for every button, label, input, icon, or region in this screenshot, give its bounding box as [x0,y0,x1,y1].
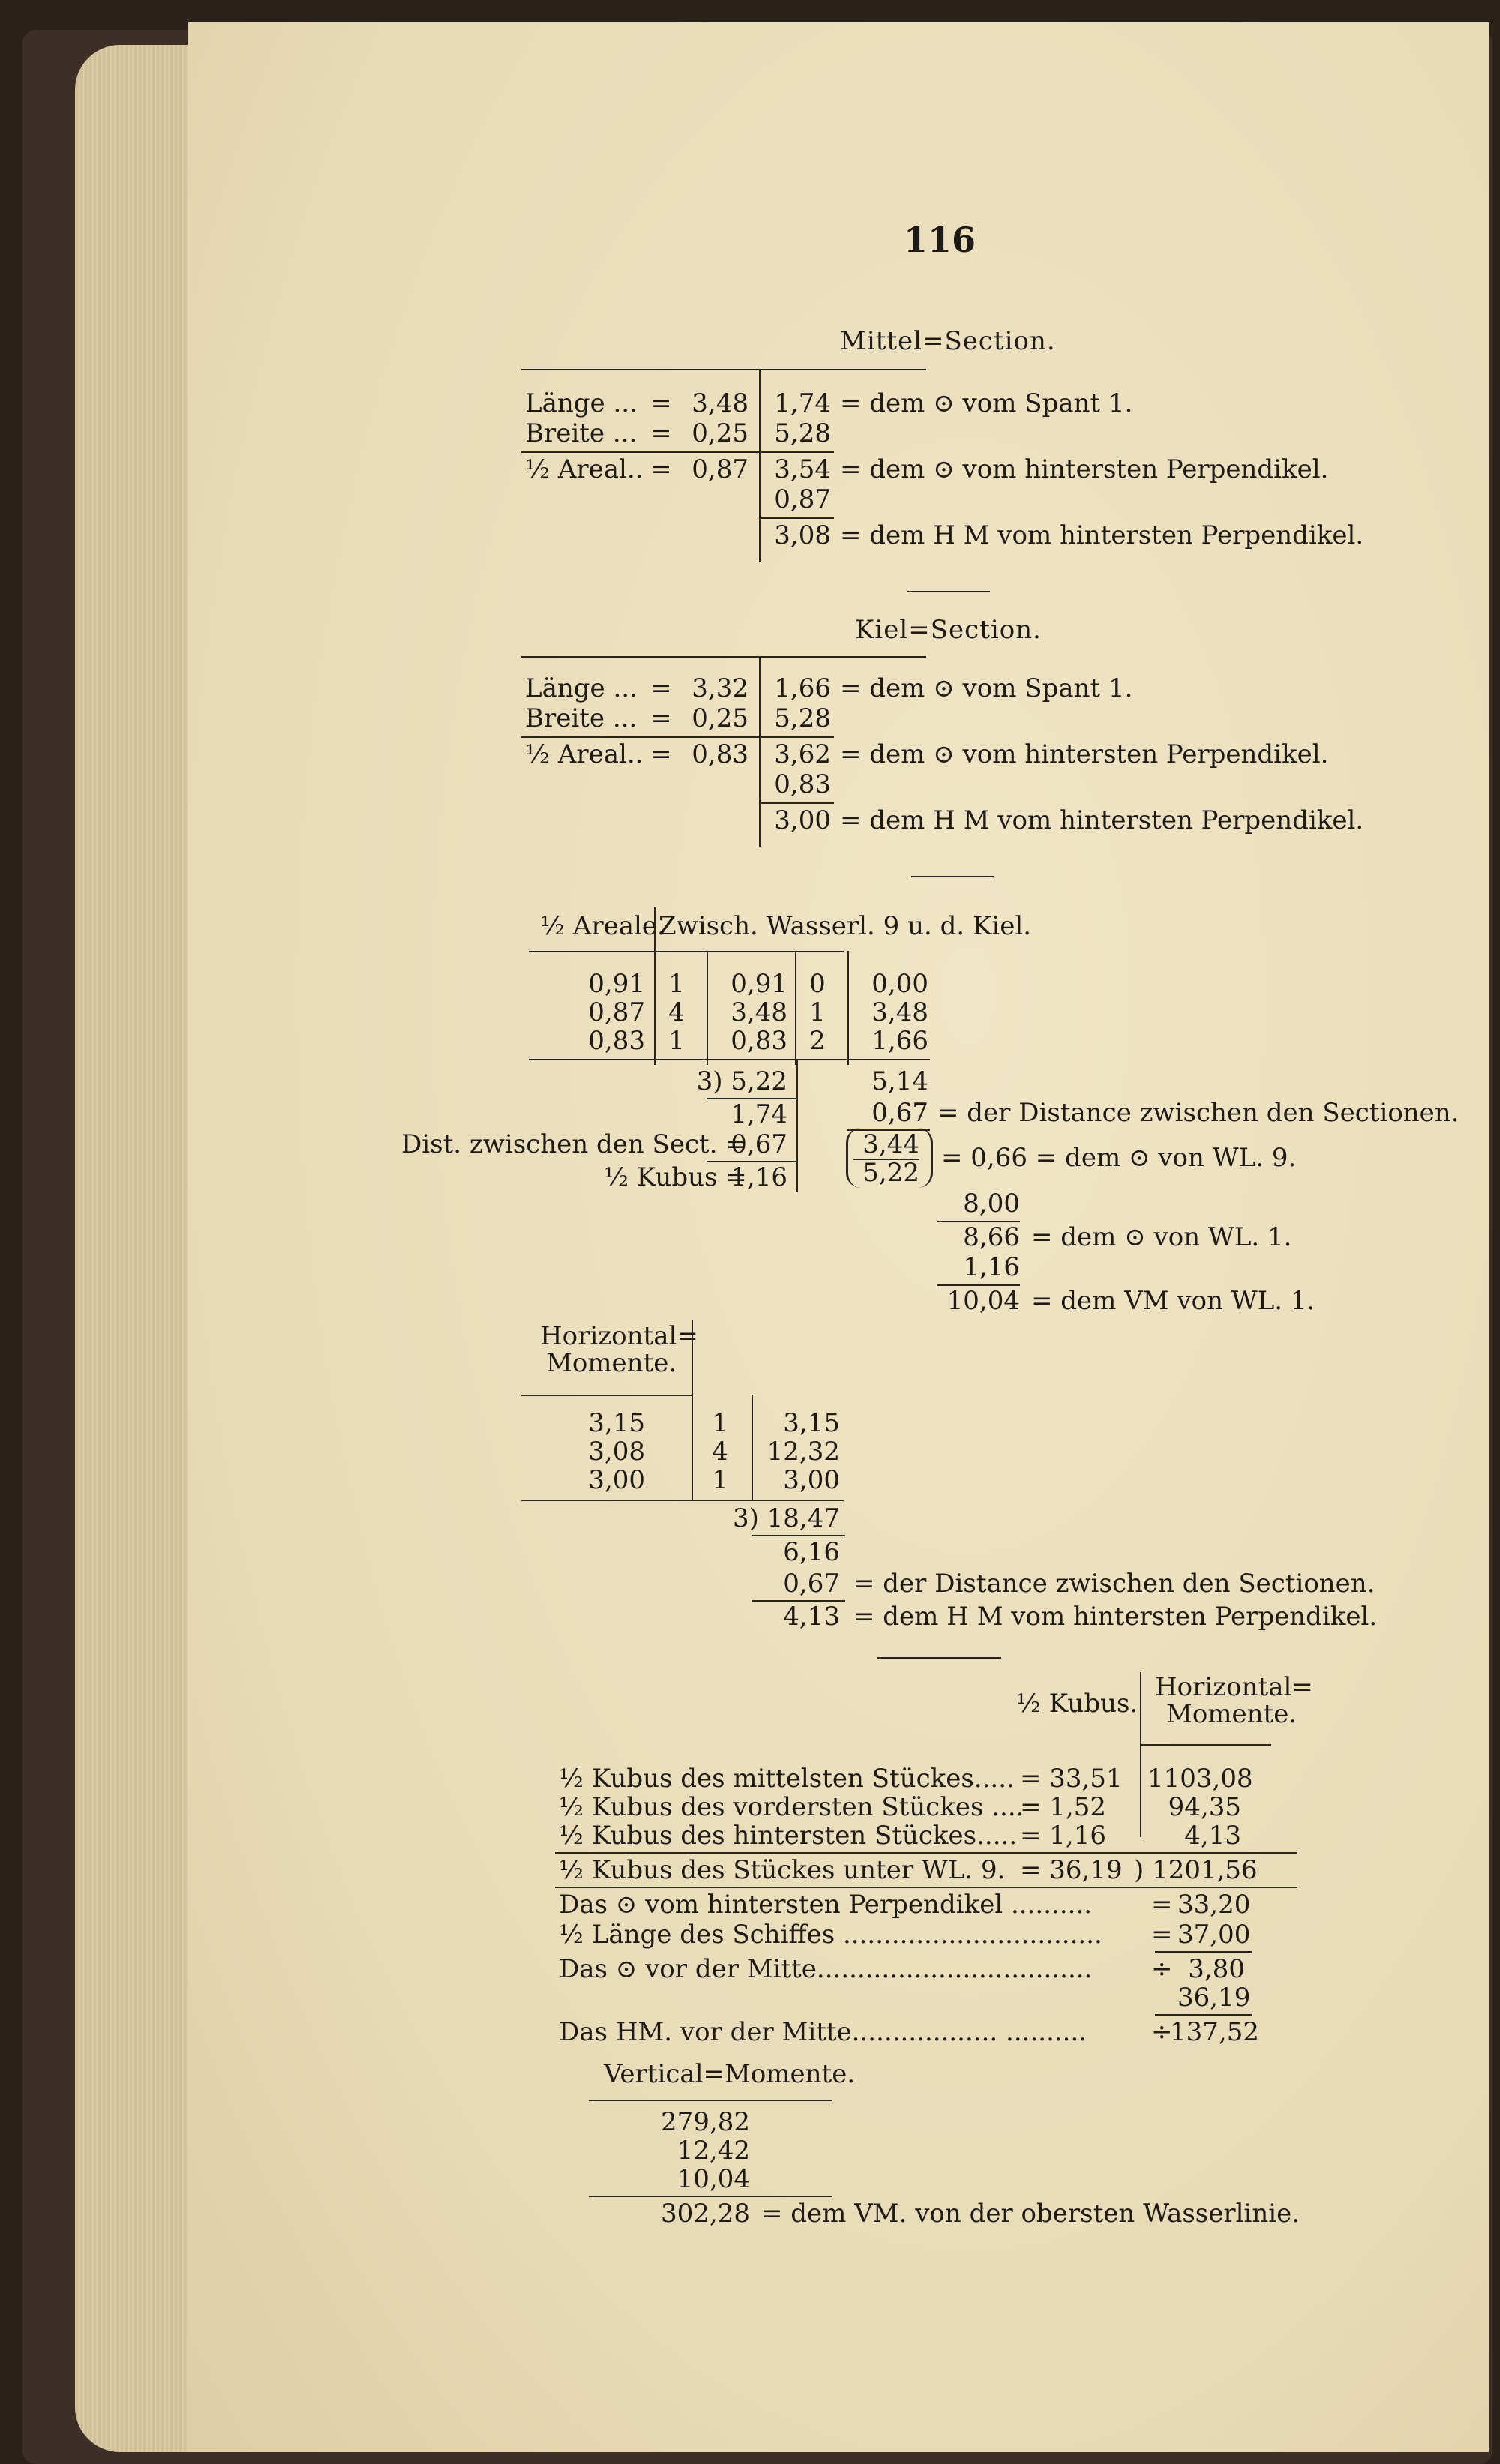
summary-total-rule [555,1852,1298,1854]
areale-cell: 0,83 [588,1026,645,1056]
mittel-right-value: 3,54 [774,454,831,484]
areale-sum: 3) 5,22 [696,1066,788,1096]
vmom-header-rule [589,2100,832,2101]
summary-vline [1140,1672,1142,1837]
kiel-value: 3,32 [692,673,748,703]
areale-cell: 1 [668,969,685,999]
vmom-total-text: = dem VM. von der obersten Wasserlinie. [761,2199,1300,2229]
hmom-cell: 3,15 [588,1408,645,1438]
summary-line-value: 37,00 [1178,1920,1251,1950]
hmom-bottom-rule [521,1500,844,1501]
hmom-header-rule [521,1395,692,1396]
areale-cell: 0,83 [730,1026,788,1056]
vmom-value: 10,04 [676,2164,750,2194]
hmom-cell: 3,00 [588,1465,645,1495]
vmom-value: 12,42 [676,2136,750,2166]
mittel-left-rule [521,451,759,453]
areale-vline [848,951,849,1065]
summary-row-mom: 4,13 [1184,1821,1241,1851]
mittel-label: Breite ... [525,418,638,448]
summary-row-label: ½ Kubus des mittelsten Stückes..... [559,1764,1015,1794]
page-number: 116 [904,220,976,260]
mittel-value: 3,48 [692,388,748,418]
mittel-right-value: 3,08 [774,520,831,550]
areale-cell: 0,91 [588,969,645,999]
kiel-right-value: 1,66 [774,673,831,703]
summary-header-rule [1140,1744,1271,1746]
hmom-result-text: = dem H M vom hintersten Perpendikel. [854,1602,1378,1632]
hmom-sum: 3) 18,47 [732,1503,840,1533]
summary-line-op: = [1151,1920,1173,1950]
section-separator [911,876,994,877]
summary-mom-header: Momente. [1166,1699,1298,1729]
kiel-left-rule [521,736,759,738]
mittel-right-rule [759,517,834,519]
hmom-cell: 12,32 [766,1437,840,1467]
hmom-header: Horizontal= [540,1321,698,1351]
mittel-right-value: 5,28 [774,418,831,448]
areale-third: 1,74 [730,1099,788,1129]
kiel-value: 0,83 [692,739,748,769]
areale-cell: 1,66 [872,1026,928,1056]
hmom-cell: 4 [712,1437,728,1467]
areale-header: ½ Areale. [540,911,665,941]
mittel-label: ½ Areal.. [525,454,644,484]
kiel-right-value: 0,83 [774,769,831,799]
mittel-right-text: = dem ⊙ vom Spant 1. [840,388,1133,418]
kiel-op: = [650,739,672,769]
mittel-right-value: 1,74 [774,388,831,418]
hmom-header: Momente. [546,1348,677,1378]
hmom-cell: 1 [712,1408,728,1438]
v866-text: = dem ⊙ von WL. 1. [1031,1222,1292,1252]
hmom-vline [692,1320,693,1500]
frac-den: 5,22 [862,1158,920,1188]
mittel-right-text: = dem ⊙ vom hintersten Perpendikel. [840,454,1329,484]
mittel-top-rule [521,369,926,370]
areale-vline [654,907,656,1065]
kiel-op: = [650,703,672,733]
summary-hm-label: Das HM. vor der Mitte.................. .......... [559,2017,1088,2047]
mittel-right-text: = dem H M vom hintersten Perpendikel. [840,520,1364,550]
mittel-value: 0,87 [692,454,748,484]
v1004: 10,04 [946,1286,1020,1316]
areale-cell: 0,00 [872,969,928,999]
kiel-op: = [650,673,672,703]
kiel-label: Breite ... [525,703,638,733]
kiel-right-value: 3,62 [774,739,831,769]
summary-mom-header: Horizontal= [1155,1672,1313,1702]
mittel-divider [759,369,760,562]
summary-v3619-rule [1155,2014,1252,2016]
mittel-op: = [650,418,672,448]
hmom-vline [752,1395,753,1500]
kiel-right-text: = dem ⊙ vom hintersten Perpendikel. [840,739,1329,769]
vmom-total: 302,28 [661,2199,750,2229]
summary-total-label: ½ Kubus des Stückes unter WL. 9. [559,1855,1006,1885]
hmom-cell: 3,08 [588,1437,645,1467]
kiel-right-value: 5,28 [774,703,831,733]
areale-cell: 0,87 [588,997,645,1027]
summary-row-label: ½ Kubus des vordersten Stückes .... [559,1792,1024,1822]
v116: 1,16 [963,1252,1020,1282]
areale-bottom-rule [529,1059,855,1060]
summary-line-label: Das ⊙ vor der Mitte.................................. [559,1954,1093,1984]
summary-total-mom: ) 1201,56 [1134,1855,1258,1885]
areale-cell: 3,48 [872,997,928,1027]
mittel-value: 0,25 [692,418,748,448]
book-page [188,22,1489,2452]
vmom-total-rule [589,2196,832,2197]
areale-cell: 3,48 [730,997,788,1027]
hmom-sum-rule [752,1535,845,1536]
vmom-value: 279,82 [661,2107,750,2137]
kiel-divider [759,656,760,847]
summary-line-value: 33,20 [1178,1890,1251,1920]
summary-row-kubus: = 1,16 [1020,1821,1106,1851]
summary-line-label: ½ Länge des Schiffes ................................ [559,1920,1102,1950]
areale-cell: 2 [809,1026,826,1056]
areale-cell: 0 [809,969,826,999]
v800: 8,00 [963,1189,1020,1219]
areale-cell: 1 [668,1026,685,1056]
areale-vline [706,951,708,1065]
kiel-right-text: = dem ⊙ vom Spant 1. [840,673,1133,703]
right-dist: 0,67 [872,1098,928,1128]
right-dist-text: = der Distance zwischen den Sectionen. [938,1098,1460,1128]
summary-row-kubus: = 1,52 [1020,1792,1106,1822]
zwischen-header: Zwisch. Wasserl. 9 u. d. Kiel. [658,911,1032,941]
summary-row-label: ½ Kubus des hintersten Stückes..... [559,1821,1018,1851]
mittel-label: Länge ... [525,388,638,418]
kiel-label: Länge ... [525,673,638,703]
summary-line-rule [1155,1951,1252,1953]
summary-v3619: 36,19 [1178,1983,1251,2013]
frac-result: = 0,66 = dem ⊙ von WL. 9. [941,1143,1297,1173]
summary-line-op: ÷ [1151,1954,1173,1984]
areale-header-rule [529,951,844,952]
section-separator [878,1657,1001,1659]
dist-label: Dist. zwischen den Sect. = [401,1129,747,1159]
summary-row-mom: 1103,08 [1148,1764,1253,1794]
summary-row-kubus: = 33,51 [1020,1764,1123,1794]
vmom-header: Vertical=Momente. [604,2059,856,2089]
summary-hm-value: 137,52 [1170,2017,1259,2047]
summary-row-mom: 94,35 [1168,1792,1241,1822]
mittel-title: Mittel=Section. [840,326,1056,356]
mittel-right-value: 0,87 [774,484,831,514]
summary-line-value: 3,80 [1188,1954,1245,1984]
areale-cell: 1 [809,997,826,1027]
hmom-cell: 3,00 [783,1465,840,1495]
areale-cell: 0,91 [730,969,788,999]
areale-vline [795,951,796,1065]
summary-line-label: Das ⊙ vom hintersten Perpendikel .......... [559,1890,1093,1920]
summary-total-rule [555,1887,1298,1888]
summary-hm-op: ÷ [1151,2017,1173,2047]
section-separator [908,591,990,592]
hmom-result: 4,13 [783,1602,840,1632]
summary-total-kubus: = 36,19 [1020,1855,1123,1885]
mittel-right-rule [759,451,834,453]
right-sum: 5,14 [872,1066,928,1096]
areale-bottom-rule [848,1059,930,1060]
v1004-text: = dem VM von WL. 1. [1031,1286,1316,1316]
mittel-op: = [650,454,672,484]
kiel-top-rule [521,656,926,658]
kubus-value: 1,16 [730,1162,788,1192]
summary-kubus-header: ½ Kubus. [1016,1689,1138,1719]
areale-sum-vline [796,1059,798,1192]
hmom-third: 6,16 [783,1537,840,1567]
kiel-right-value: 3,00 [774,805,831,835]
frac-num: 3,44 [862,1129,920,1159]
hmom-cell: 3,15 [783,1408,840,1438]
kiel-right-text: = dem H M vom hintersten Perpendikel. [840,805,1364,835]
summary-line-op: = [1151,1890,1173,1920]
v866: 8,66 [963,1222,1020,1252]
mittel-op: = [650,388,672,418]
hmom-dist-text: = der Distance zwischen den Sectionen. [854,1569,1376,1599]
kiel-right-rule [759,736,834,738]
kiel-right-rule [759,802,834,804]
kiel-title: Kiel=Section. [855,615,1042,645]
hmom-dist: 0,67 [783,1569,840,1599]
kiel-label: ½ Areal.. [525,739,644,769]
hmom-cell: 1 [712,1465,728,1495]
kiel-value: 0,25 [692,703,748,733]
areale-cell: 4 [668,997,685,1027]
dist-value: 0,67 [730,1129,788,1159]
kubus-label: ½ Kubus = [604,1162,747,1192]
